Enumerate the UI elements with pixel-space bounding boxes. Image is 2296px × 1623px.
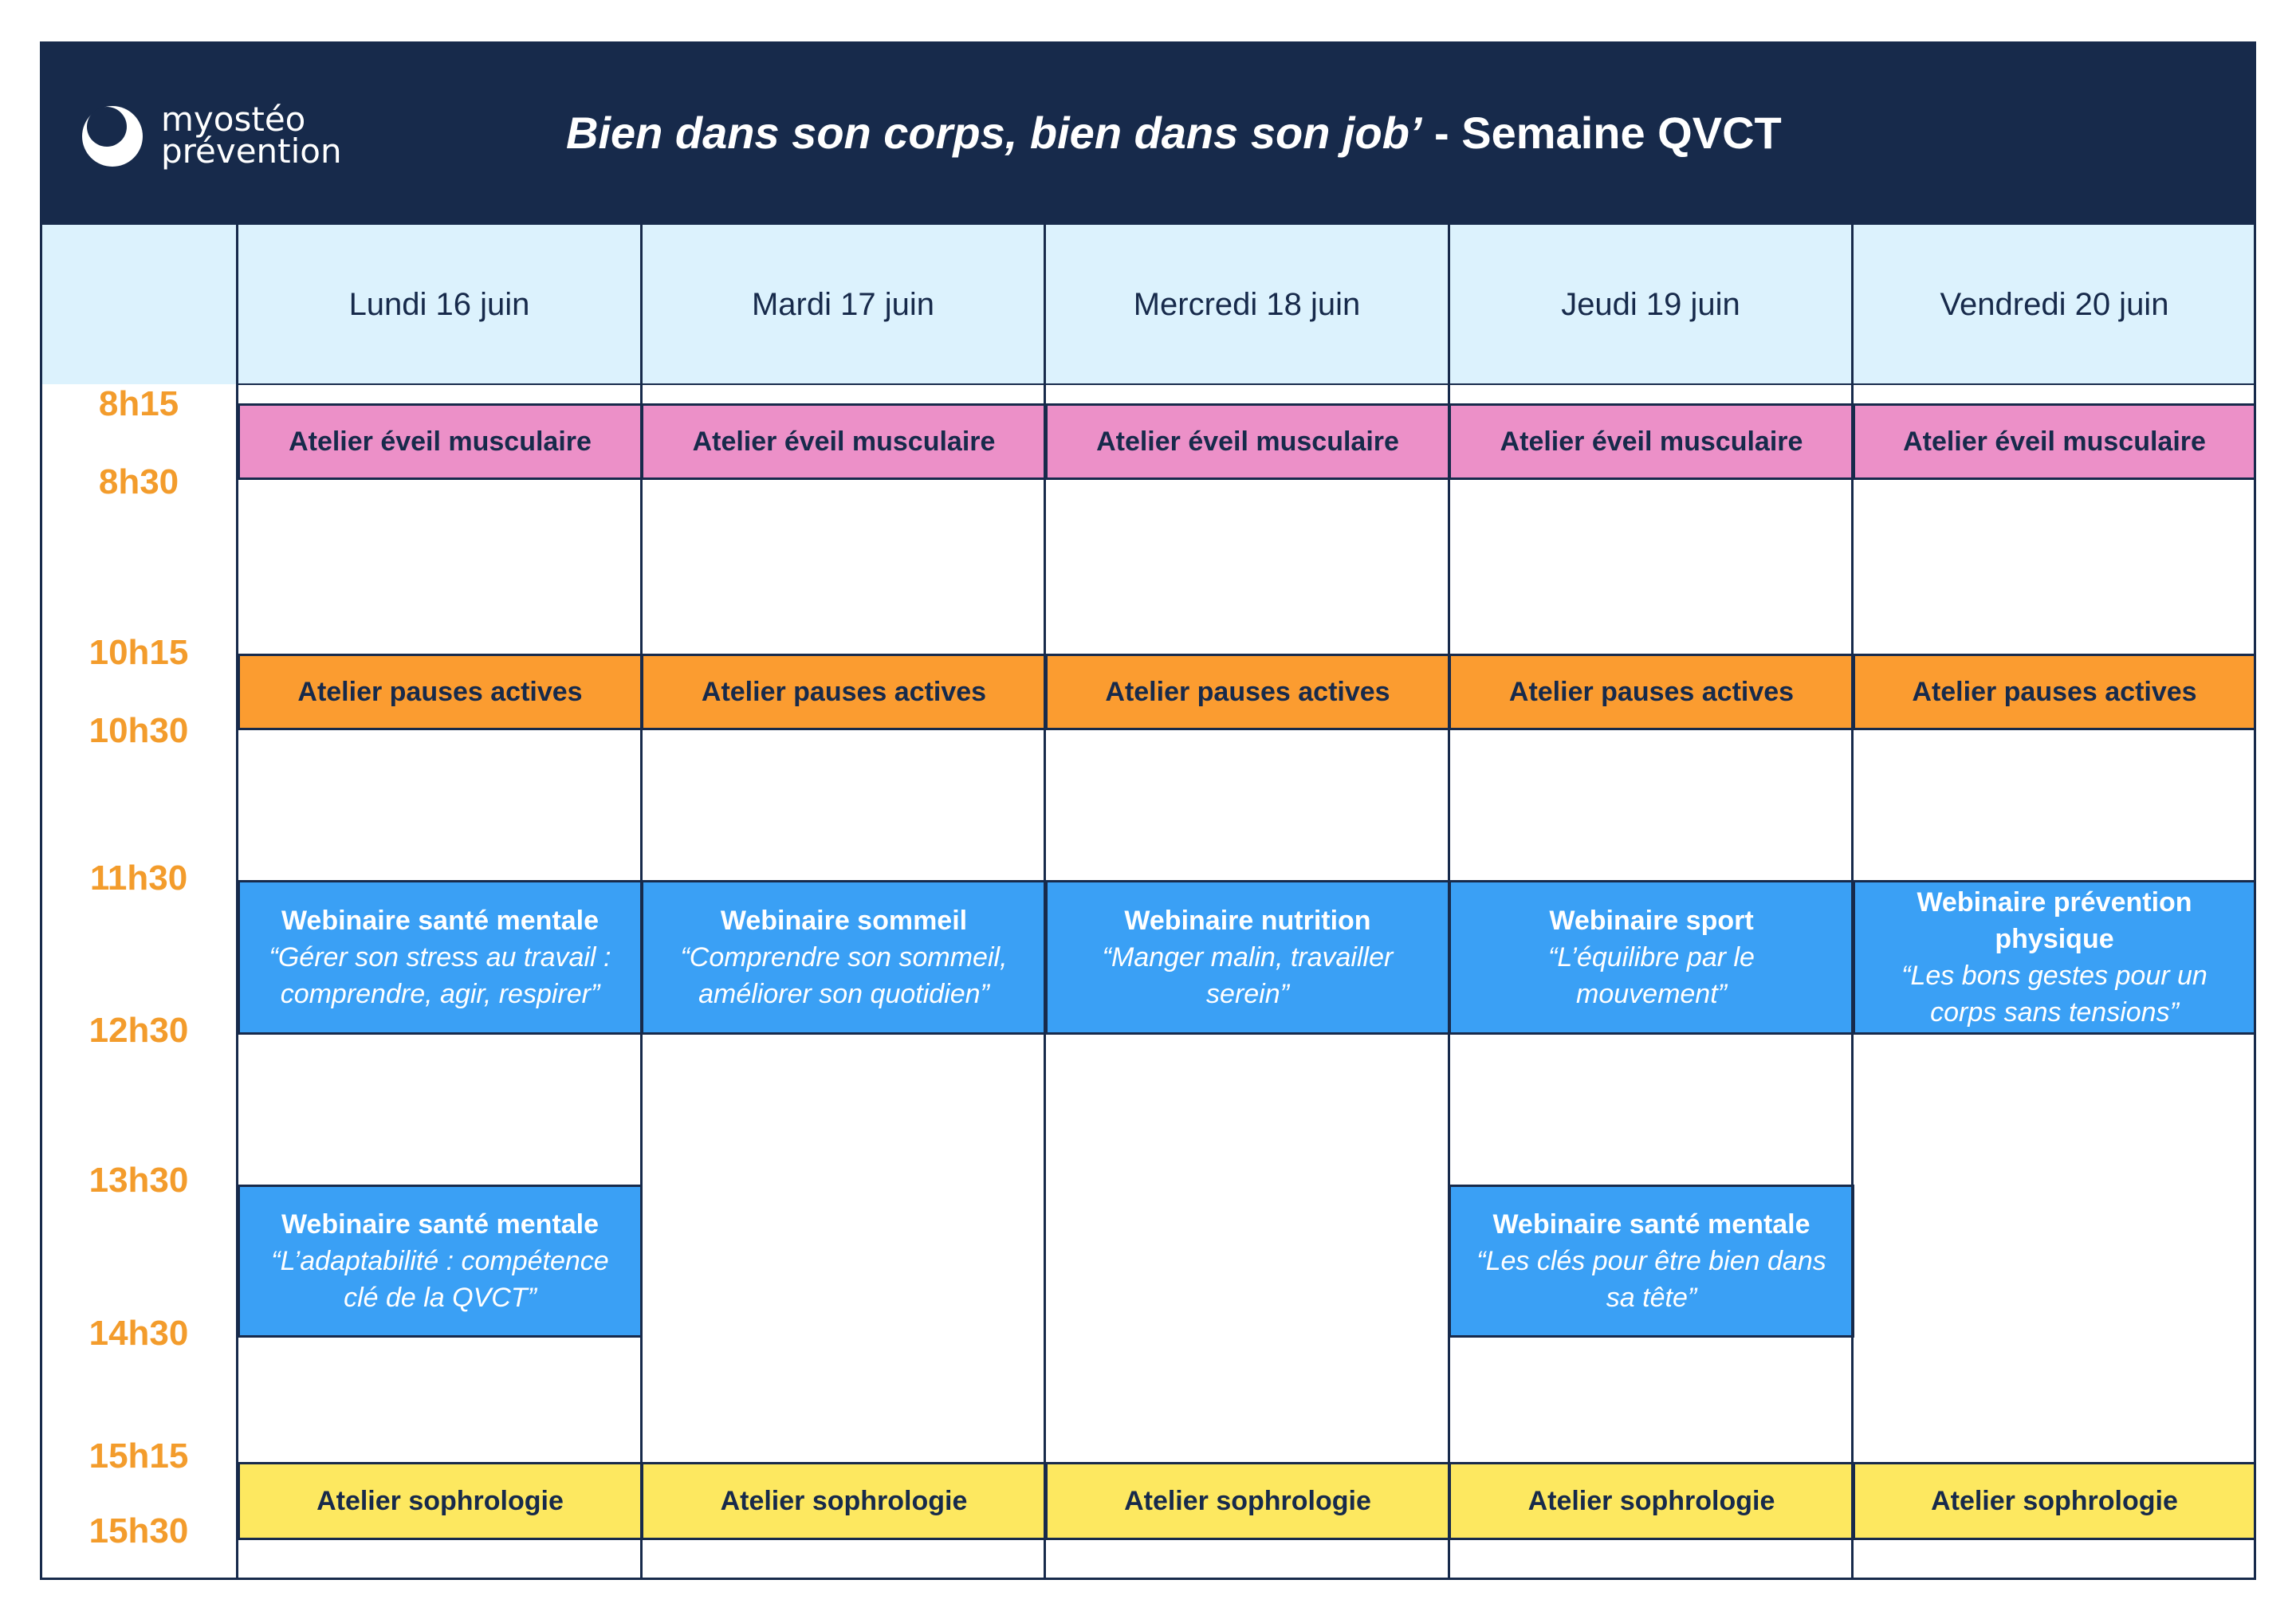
slot-title: Atelier sophrologie (1124, 1486, 1371, 1516)
day-header-mercredi: Mercredi 18 juin (1133, 286, 1361, 322)
time-label: 11h30 (89, 859, 188, 898)
brand-logo-icon (80, 104, 145, 169)
grid-column-line (1851, 225, 1854, 1580)
slot-pauses-jeudi[interactable] (1449, 654, 1854, 730)
page-title (566, 105, 1782, 161)
day-header-mardi: Mardi 17 juin (751, 286, 934, 322)
slot-title: Webinaire prévention physique (1917, 887, 2192, 954)
grid-column-line (640, 225, 643, 1580)
time-label: 15h30 (88, 1511, 189, 1550)
slot-pauses-mardi[interactable] (641, 654, 1047, 730)
slot-sophro-vendredi[interactable] (1853, 1462, 2256, 1540)
header-banner (40, 41, 2256, 225)
slot-title: Webinaire santé mentale (281, 906, 600, 936)
time-label: 10h15 (88, 633, 189, 672)
brand-name (161, 100, 342, 171)
slot-webinaire-mardi-1130[interactable] (641, 880, 1047, 1035)
time-label: 12h30 (88, 1011, 189, 1050)
slot-title: Webinaire santé mentale (1492, 1209, 1810, 1240)
slot-title: Atelier éveil musculaire (1096, 426, 1399, 457)
slot-subtitle: “L’équilibre par le mouvement” (1548, 942, 1755, 1009)
day-header-lundi: Lundi 16 juin (348, 286, 530, 322)
time-label: 8h30 (98, 462, 179, 501)
slot-eveil-vendredi[interactable] (1853, 403, 2256, 480)
slot-subtitle: “Comprendre son sommeil, améliorer son quotidien” (680, 942, 1008, 1009)
slot-webinaire-mercredi-1130[interactable] (1045, 880, 1450, 1035)
slot-title: Atelier éveil musculaire (1903, 426, 2206, 457)
slot-subtitle: “Les bons gestes pour un corps sans tensions” (1901, 961, 2208, 1028)
slot-eveil-mardi[interactable] (641, 403, 1047, 480)
slot-title: Atelier éveil musculaire (289, 426, 592, 457)
slot-subtitle: “Les clés pour être bien dans sa tête” (1476, 1246, 1826, 1313)
slot-webinaire-vendredi-1130[interactable] (1853, 880, 2256, 1035)
slot-title: Atelier pauses actives (1105, 677, 1390, 707)
slot-title: Atelier pauses actives (1912, 677, 2197, 707)
slot-webinaire-lundi-1330[interactable] (238, 1185, 643, 1338)
slot-title: Webinaire sommeil (720, 906, 968, 936)
grid-line (238, 383, 2256, 385)
time-label: 14h30 (88, 1314, 189, 1353)
slot-subtitle: “Gérer son stress au travail : comprendre, agir, respirer” (269, 942, 611, 1009)
slot-pauses-lundi[interactable] (238, 654, 643, 730)
slot-webinaire-jeudi-1130[interactable] (1449, 880, 1854, 1035)
slot-eveil-lundi[interactable] (238, 403, 643, 480)
title-rest: - Semaine QVCT (1421, 108, 1782, 158)
slot-title: Atelier pauses actives (1508, 677, 1795, 707)
slot-eveil-mercredi[interactable] (1045, 403, 1450, 480)
slot-webinaire-jeudi-1330[interactable] (1449, 1185, 1854, 1338)
time-label: 13h30 (88, 1161, 189, 1200)
time-label: 10h30 (88, 711, 189, 750)
slot-title: Atelier sophrologie (1931, 1486, 2178, 1516)
slot-sophro-jeudi[interactable] (1449, 1462, 1854, 1540)
slot-sophro-mardi[interactable] (641, 1462, 1047, 1540)
day-header-vendredi: Vendredi 20 juin (1940, 286, 2169, 322)
time-label: 15h15 (88, 1436, 189, 1476)
slot-eveil-jeudi[interactable] (1449, 403, 1854, 480)
slot-title: Atelier sophrologie (1527, 1486, 1775, 1516)
slot-sophro-lundi[interactable] (238, 1462, 643, 1540)
slot-title: Atelier sophrologie (720, 1486, 968, 1516)
title-italic: Bien dans son corps, bien dans son job’ (566, 108, 1422, 158)
grid-column-line (1448, 225, 1450, 1580)
slot-title: Atelier pauses actives (701, 677, 987, 707)
grid-column-line (236, 225, 238, 1580)
slot-subtitle: “Manger malin, travailler serein” (1102, 942, 1394, 1009)
slot-webinaire-lundi-1130[interactable] (238, 880, 643, 1035)
slot-pauses-vendredi[interactable] (1853, 654, 2256, 730)
slot-title: Atelier pauses actives (297, 677, 583, 707)
slot-title: Webinaire nutrition (1124, 906, 1371, 936)
schedule-grid (40, 225, 2256, 1580)
slot-title: Webinaire sport (1549, 906, 1754, 936)
brand-line-2: prévention (161, 132, 342, 171)
slot-sophro-mercredi[interactable] (1045, 1462, 1450, 1540)
brand-logo (80, 97, 399, 177)
slot-pauses-mercredi[interactable] (1045, 654, 1450, 730)
day-header-jeudi: Jeudi 19 juin (1561, 286, 1740, 322)
slot-subtitle: “L’adaptabilité : compétence clé de la QVCT” (271, 1246, 609, 1313)
slot-title: Atelier éveil musculaire (1500, 426, 1803, 457)
time-label: 8h15 (98, 384, 179, 423)
slot-title: Webinaire santé mentale (281, 1209, 600, 1240)
slot-title: Atelier sophrologie (316, 1486, 564, 1516)
slot-title: Atelier éveil musculaire (692, 426, 996, 457)
brand-line-1: myostéo (161, 100, 306, 139)
grid-column-line (1044, 225, 1046, 1580)
